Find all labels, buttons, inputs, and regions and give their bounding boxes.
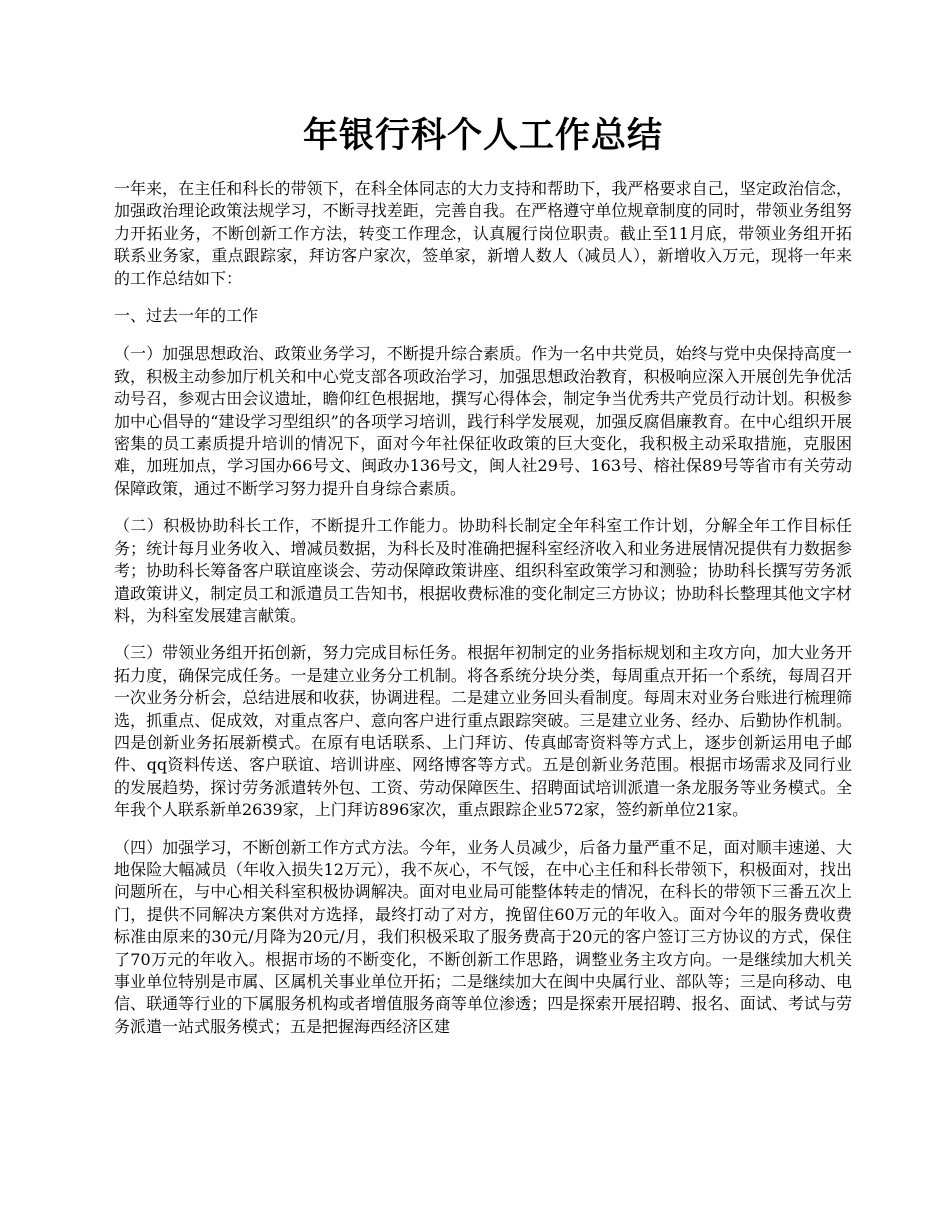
paragraph-2: （二）积极协助科长工作，不断提升工作能力。协助科长制定全年科室工作计划，分解全年工作目标任务；统计每月业务收入、增减员数据，为科长及时准确把握科室经济收入和业务进展情况提供有力数据参考；协助科长筹备客户联谊座谈会、劳动保障政策讲座、组织科室政策学习和测验；协助科长撰写劳务派遣政策讲义，制定员工和派遣员工告知书，根据收费标准的变化制定三方协议；协助科长整理其他文字材料，为科室发展建言献策。 <box>114 516 852 625</box>
section-heading: 一、过去一年的工作 <box>114 306 259 326</box>
paragraph-1: （一）加强思想政治、政策业务学习，不断提升综合素质。作为一名中共党员，始终与党中央保持高度一致，积极主动参加厅机关和中心党支部各项政治学习，加强思想政治教育，积极响应深入开展创先争优活动号召，参观古田会议遗址，瞻仰红色根据地，撰写心得体会，制定争当优秀共产党员行动计划。积极参加中心倡导的“建设学习型组织”的各项学习培训，践行科学发展观，加强反腐倡廉教育。在中心组织开展密集的员工素质提升培训的情况下，面对今年社保征收政策的巨大变化，我积极主动采取措施，克服困难，加班加点，学习国办66号文、闽政办136号文，闽人社29号、163号、榕社保89号等省市有关劳动保障政策，通过不断学习努力提升自身综合素质。 <box>114 344 852 498</box>
document-title: 年银行科个人工作总结 <box>302 115 663 156</box>
paragraph-3: （三）带领业务组开拓创新，努力完成目标任务。根据年初制定的业务指标规划和主攻方向，加大业务开拓力度，确保完成任务。一是建立业务分工机制。将各系统分块分类，每周重点开拓一个系统，每周召开一次业务分析会，总结进展和收获，协调进程。二是建立业务回头看制度。每周末对业务台账进行梳理筛选，抓重点、促成效，对重点客户、意向客户进行重点跟踪突破。三是建立业务、经办、后勤协作机制。四是创新业务拓展新模式。在原有电话联系、上门拜访、传真邮寄资料等方式上，逐步创新运用电子邮件、qq资料传送、客户联谊、培训讲座、网络博客等方式。五是创新业务范围。根据市场需求及同行业的发展趋势，探讨劳务派遣转外包、工资、劳动保障医生、招聘面试培训派遣一条龙服务等业务模式。全年我个人联系新单2639家，上门拜访896家次，重点跟踪企业572家，签约新单位21家。 <box>114 643 852 820</box>
paragraph-4: （四）加强学习，不断创新工作方式方法。今年，业务人员减少，后备力量严重不足，面对顺丰速递、大地保险大幅减员（年收入损失12万元），我不灰心，不气馁，在中心主任和科长带领下，积极面对，找出问题所在，与中心相关科室积极协调解决。面对电业局可能整体转走的情况，在科长的带领下三番五次上门，提供不同解决方案供对方选择，最终打动了对方，挽留住60万元的年收入。面对今年的服务费收费标准由原来的30元/月降为20元/月，我们积极采取了服务费高于20元的客户签订三方协议的方式，保住了70万元的年收入。根据市场的不断变化，不断创新工作思路，调整业务主攻方向。一是继续加大机关事业单位特别是市属、区属机关事业单位开拓；二是继续加大在闽中央属行业、部队等；三是向移动、电信、联通等行业的下属服务机构或者增值服务商等单位渗透；四是探索开展招聘、报名、面试、考试与劳务派遣一站式服务模式；五是把握海西经济区建 <box>114 837 852 1036</box>
intro-paragraph: 一年来，在主任和科长的带领下，在科全体同志的大力支持和帮助下，我严格要求自己，坚定政治信念，加强政治理论政策法规学习，不断寻找差距，完善自我。在严格遵守单位规章制度的同时，带领业务组努力开拓业务，不断创新工作方法，转变工作理念，认真履行岗位职责。截止至11月底，带领业务组开拓联系业务家，重点跟踪家，拜访客户家次，签单家，新增人数人（减员人），新增收入万元，现将一年来的工作总结如下： <box>114 179 852 288</box>
document-page <box>114 112 852 1053</box>
